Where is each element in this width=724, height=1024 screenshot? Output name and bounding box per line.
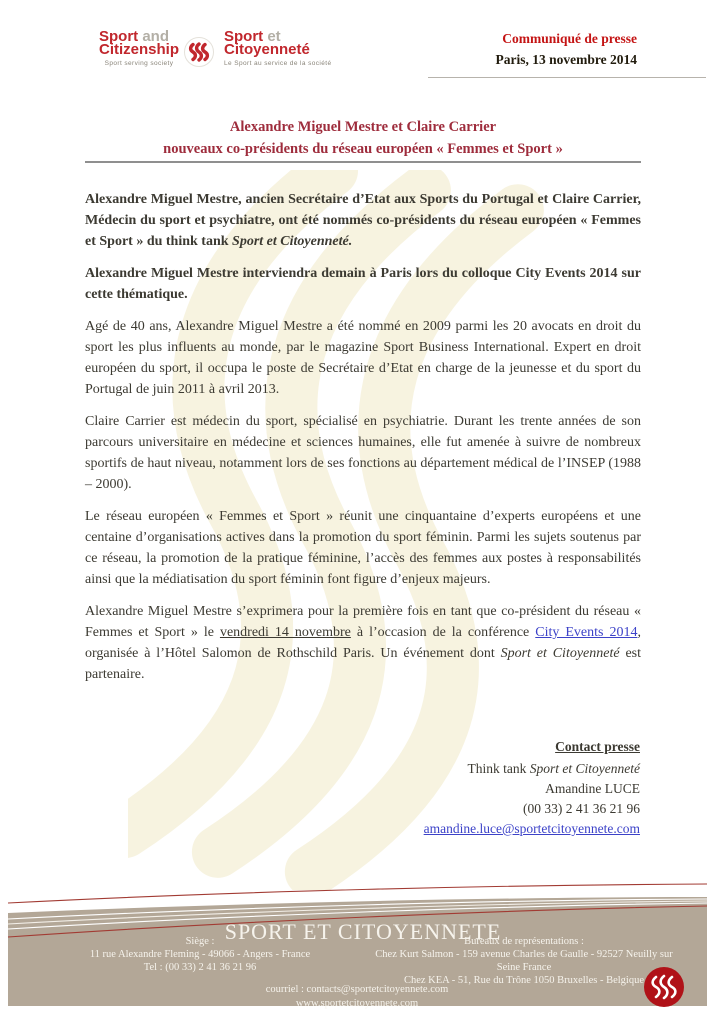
- footer-bureaux-line2: Chez KEA - 51, Rue du Trône 1050 Bruxelles - Belgique: [403, 975, 645, 986]
- text-segment: est partenaire.: [85, 646, 641, 682]
- title-line-1: Alexandre Miguel Mestre et Claire Carrier: [229, 119, 497, 135]
- press-contact-block: [424, 737, 640, 839]
- text-segment: , organisée à l’Hôtel Salomon de Rothschild Paris. Un événement dont: [85, 625, 641, 661]
- logo-tagline: Le Sport au service de la société: [224, 60, 332, 67]
- press-release-body: [85, 189, 641, 696]
- title-divider: [85, 161, 641, 163]
- text-segment: Sport et Citoyenneté: [500, 646, 620, 661]
- contact-name: [424, 779, 640, 799]
- logo-sport-and-citizenship: [99, 30, 179, 67]
- paragraph-event: [85, 601, 641, 685]
- city-events-link[interactable]: City Events 2014: [535, 625, 638, 640]
- footer-contact-block: [207, 983, 507, 1011]
- text-segment: et: [267, 28, 281, 45]
- footer-website: www.sportetcitoyennete.com: [295, 998, 419, 1009]
- logo-tagline: Sport serving society: [104, 60, 174, 67]
- document-type-label: Communiqué de presse: [502, 31, 637, 46]
- text-segment: Sport et Citoyenneté: [529, 761, 640, 776]
- text-segment: and: [142, 28, 170, 45]
- contact-org: [424, 759, 640, 779]
- text-segment: Amandine LUCE: [545, 781, 640, 796]
- text-segment: Alexandre Miguel Mestre, ancien Secrétaire d’Etat aux Sports du Portugal et Claire Carrier, Médecin du sport et psychiatre, ont été nommés co-présidents du réseau européen « Femmes et Sport » du think tank: [85, 192, 641, 249]
- text-segment: Agé de 40 ans, Alexandre Miguel Mestre a été nommé en 2009 parmi les 20 avocats en droit du sport les plus influents au monde, par le magazine Sport Business International. Expert en droit européen du sport, il occupa le poste de Secrétaire d’Etat en charge de la jeunesse et du sport du Portugal de juin 2011 à avril 2013.: [85, 319, 641, 397]
- footer-siege-block: [60, 935, 340, 974]
- text-segment: Sport: [224, 28, 268, 45]
- text-segment: Alexandre Miguel Mestre s’exprimera pour la première fois en tant que co-président du réseau « Femmes et Sport » le: [85, 604, 641, 640]
- footer-siege-address: 11 rue Alexandre Fleming - 49066 - Angers - France: [89, 949, 311, 960]
- contact-email: [424, 819, 640, 839]
- contact-heading: Contact presse: [555, 739, 640, 754]
- header-divider: [428, 77, 706, 78]
- press-release-title: [85, 116, 641, 160]
- text-segment: Alexandre Miguel Mestre interviendra demain à Paris lors du colloque City Events 2014 sur cette thématique.: [85, 266, 641, 302]
- text-segment: Sport: [99, 28, 143, 45]
- paragraph-mestre-bio: [85, 316, 641, 400]
- logo-text: [99, 43, 179, 56]
- sss-ball-icon: [183, 36, 215, 68]
- paragraph-carrier-bio: [85, 411, 641, 495]
- text-segment: (00 33) 2 41 36 21 96: [523, 801, 640, 816]
- title-line-2: nouveaux co-présidents du réseau européen « Femmes et Sport »: [163, 141, 563, 157]
- text-segment: vendredi 14 novembre: [219, 625, 351, 640]
- paragraph-announcement: [85, 263, 641, 305]
- press-email-link[interactable]: amandine.luce@sportetcitoyennete.com: [423, 821, 640, 836]
- text-segment: Think tank: [467, 761, 530, 776]
- text-segment: Sport et Citoyenneté.: [232, 234, 353, 249]
- paragraph-network: [85, 506, 641, 590]
- footer-courriel: courriel : contacts@sportetcitoyennete.com: [265, 984, 449, 995]
- footer-siege-label: Siège :: [185, 936, 215, 947]
- footer-bureaux-block: [374, 935, 674, 987]
- contact-phone: [424, 799, 640, 819]
- footer-bureaux-line1: Chez Kurt Salmon - 159 avenue Charles de Gaulle - 92527 Neuilly sur Seine France: [375, 949, 673, 973]
- text-segment: Le réseau européen « Femmes et Sport » réunit une cinquantaine d’experts européens et une centaine d’organisations actives dans la promotion du sport féminin. Parmi les sujets soutenus par ce réseau, la promotion de la pratique féminine, l’accès des femmes aux postes à responsabilités ainsi que la médiatisation du sport féminin font figure d’enjeux majeurs.: [85, 509, 641, 587]
- footer-siege-phone: Tel : (00 33) 2 41 36 21 96: [143, 962, 257, 973]
- text-segment: Citoyenneté: [224, 41, 310, 58]
- footer-org-name: SPORT ET CITOYENNETE: [224, 919, 502, 944]
- logo-text: [224, 43, 332, 56]
- paragraph-lead: [85, 189, 641, 252]
- text-segment: Citizenship: [99, 41, 180, 58]
- text-segment: Claire Carrier est médecin du sport, spécialisé en psychiatrie. Durant les trente années de son parcours universitaire en médecine et sciences humaines, elle fut amenée à suivre de nombreux sportifs de haut niveau, notamment lors de ses fonctions au département médical de l’INSEP (1988 – 2000).: [85, 414, 641, 492]
- header-press-block: [496, 31, 638, 68]
- logo-sport-et-citoyennete: [224, 30, 332, 67]
- dateline: Paris, 13 novembre 2014: [495, 52, 637, 67]
- text-segment: à l’occasion de la conférence: [350, 625, 536, 640]
- footer-bureaux-label: Bureaux de représentations :: [464, 936, 584, 947]
